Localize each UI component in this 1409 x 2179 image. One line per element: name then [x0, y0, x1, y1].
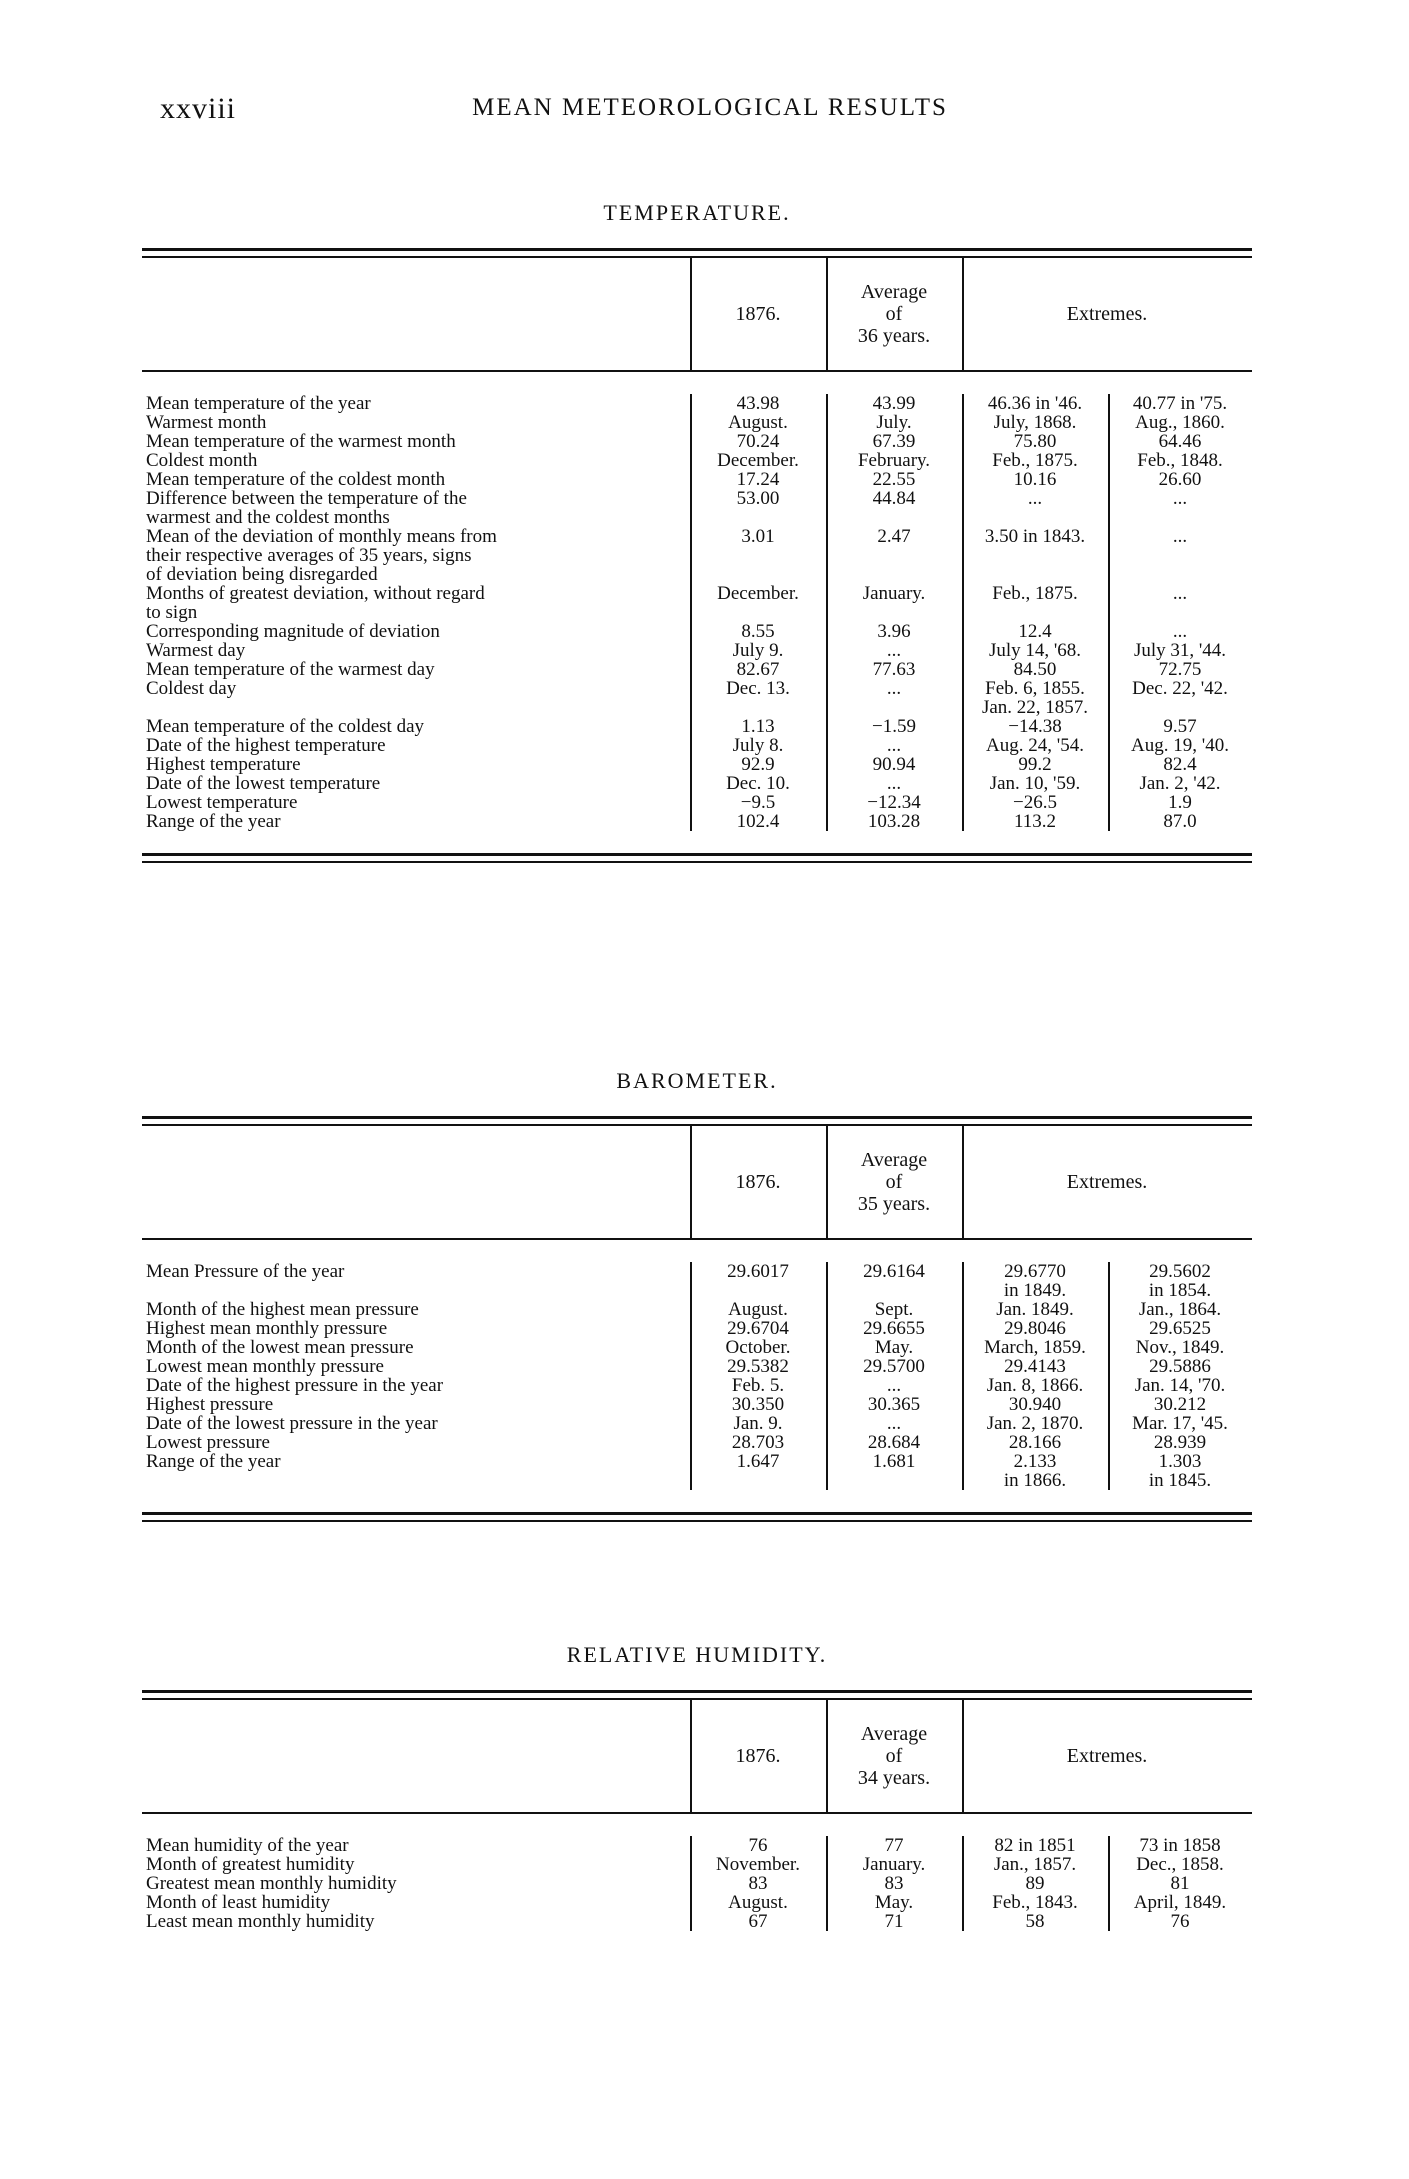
cell-average: 2.47: [877, 526, 911, 547]
page-title: MEAN METEOROLOGICAL RESULTS: [472, 94, 948, 121]
cell-1876: December.: [717, 583, 799, 604]
table-row: [142, 527, 1252, 584]
cell-1876: 102.4: [736, 811, 780, 832]
cell-1876: 1.647: [736, 1451, 780, 1472]
cell-extreme-high: Feb. 6, 1855. Jan. 22, 1857.: [981, 678, 1089, 718]
cell-extreme-low: Dec., 1858.: [1136, 1854, 1224, 1875]
row-label: Date of the highest pressure in the year: [146, 1376, 444, 1395]
cell-1876: 83: [748, 1873, 768, 1894]
table-row: [142, 1912, 1252, 1931]
row-label: Mean temperature of the coldest month: [146, 470, 446, 489]
row-label: Coldest day: [146, 679, 237, 699]
table-row: [142, 1300, 1252, 1319]
temperature-table: [142, 198, 1252, 863]
cell-extreme-low: ...: [1172, 488, 1188, 509]
table-row: [142, 1319, 1252, 1338]
section-title: RELATIVE HUMIDITY.: [566, 1642, 828, 1667]
row-label: Mean humidity of the year: [146, 1836, 349, 1855]
column-header-average: Average of 35 years.: [857, 1149, 931, 1215]
table-row: [142, 1855, 1252, 1874]
table-body: [142, 394, 1252, 831]
cell-extreme-low: Jan. 14, '70.: [1134, 1375, 1226, 1396]
table-row: [142, 774, 1252, 793]
cell-extreme-low: April, 1849.: [1133, 1892, 1227, 1913]
cell-average: Sept.: [874, 1299, 914, 1320]
cell-extreme-low: Feb., 1848.: [1137, 450, 1223, 471]
cell-1876: 28.703: [731, 1432, 785, 1453]
row-label: Highest pressure: [146, 1395, 274, 1414]
cell-average: 71: [884, 1911, 904, 1932]
row-label: Lowest pressure: [146, 1433, 270, 1452]
table-row: [142, 812, 1252, 831]
column-header-1876: 1876.: [735, 303, 781, 325]
cell-average: 30.365: [867, 1394, 921, 1415]
cell-average: May.: [874, 1337, 914, 1358]
cell-average: 83: [884, 1873, 904, 1894]
cell-extreme-low: 26.60: [1158, 469, 1202, 490]
table-row: [142, 660, 1252, 679]
running-head: [160, 92, 1260, 132]
cell-extreme-low: Aug., 1860.: [1135, 412, 1225, 433]
section-title: TEMPERATURE.: [603, 200, 791, 225]
rule: [142, 1512, 1252, 1522]
row-label: Mean temperature of the coldest day: [146, 717, 425, 736]
row-label: Lowest mean monthly pressure: [146, 1357, 384, 1376]
cell-1876: 1.13: [741, 716, 775, 737]
cell-average: ...: [886, 678, 902, 699]
cell-average: −1.59: [872, 716, 916, 737]
table-row: [142, 451, 1252, 470]
cell-extreme-low: 82.4: [1163, 754, 1197, 775]
cell-1876: 70.24: [736, 431, 780, 452]
cell-extreme-low: 81: [1170, 1873, 1190, 1894]
cell-extreme-low: 72.75: [1158, 659, 1202, 680]
cell-average: 44.84: [872, 488, 916, 509]
cell-extreme-high: 84.50: [1013, 659, 1057, 680]
rule: [142, 248, 1252, 258]
cell-extreme-high: Feb., 1843.: [992, 1892, 1078, 1913]
row-label: Mean of the deviation of monthly means from their respective averages of 35 years, signs of deviation being disregarded: [146, 527, 497, 584]
table-row: [142, 1262, 1252, 1300]
cell-extreme-low: 9.57: [1163, 716, 1197, 737]
cell-average: ...: [886, 773, 902, 794]
cell-extreme-high: Jan., 1857.: [993, 1854, 1077, 1875]
cell-extreme-low: 29.5602 in 1854.: [1148, 1261, 1212, 1301]
cell-average: 90.94: [872, 754, 916, 775]
cell-extreme-high: 113.2: [1013, 811, 1057, 832]
cell-average: 77.63: [872, 659, 916, 680]
cell-average: May.: [874, 1892, 914, 1913]
cell-extreme-high: 29.6770 in 1849.: [1003, 1261, 1067, 1301]
cell-1876: October.: [725, 1337, 791, 1358]
cell-extreme-low: 29.6525: [1149, 1318, 1211, 1339]
row-label: Mean temperature of the year: [146, 394, 371, 413]
table-row: [142, 1357, 1252, 1376]
cell-1876: August.: [728, 1299, 788, 1320]
row-label: Least mean monthly humidity: [146, 1912, 375, 1931]
cell-extreme-low: Jan., 1864.: [1138, 1299, 1222, 1320]
cell-extreme-high: 58: [1025, 1911, 1045, 1932]
cell-extreme-high: 10.16: [1013, 469, 1057, 490]
rule: [142, 1690, 1252, 1700]
row-label: Highest mean monthly pressure: [146, 1319, 388, 1338]
cell-extreme-high: Jan. 10, '59.: [989, 773, 1081, 794]
cell-average: 28.684: [867, 1432, 921, 1453]
table-row: [142, 489, 1252, 527]
page-number: xxviii: [160, 92, 237, 125]
column-header-extremes: Extremes.: [1066, 1745, 1148, 1767]
cell-average: 67.39: [872, 431, 916, 452]
cell-average: ...: [886, 640, 902, 661]
cell-average: 29.5700: [863, 1356, 925, 1377]
table-row: [142, 394, 1252, 413]
cell-extreme-low: ...: [1172, 621, 1188, 642]
cell-1876: 76: [748, 1835, 768, 1856]
cell-1876: Jan. 9.: [733, 1413, 783, 1434]
cell-1876: Feb. 5.: [731, 1375, 785, 1396]
cell-1876: 43.98: [736, 393, 780, 414]
row-label: Mean temperature of the warmest month: [146, 432, 456, 451]
cell-1876: July 9.: [732, 640, 784, 661]
cell-average: 1.681: [872, 1451, 916, 1472]
cell-1876: 8.55: [741, 621, 775, 642]
cell-extreme-low: Jan. 2, '42.: [1139, 773, 1221, 794]
cell-1876: 53.00: [736, 488, 780, 509]
table-row: [142, 1893, 1252, 1912]
cell-1876: Dec. 13.: [726, 678, 790, 699]
table-row: [142, 755, 1252, 774]
table-header: [142, 1700, 1252, 1812]
table-row: [142, 1376, 1252, 1395]
column-header-extremes: Extremes.: [1066, 1171, 1148, 1193]
cell-extreme-low: 73 in 1858: [1139, 1835, 1221, 1856]
cell-average: 43.99: [872, 393, 916, 414]
table-row: [142, 432, 1252, 451]
cell-extreme-high: March, 1859.: [984, 1337, 1086, 1358]
cell-extreme-low: ...: [1172, 526, 1188, 547]
cell-average: 103.28: [867, 811, 921, 832]
cell-average: 22.55: [872, 469, 916, 490]
table-row: [142, 1874, 1252, 1893]
row-label: Month of least humidity: [146, 1893, 331, 1912]
cell-extreme-high: 2.133 in 1866.: [1003, 1451, 1067, 1491]
section-title: BAROMETER.: [616, 1068, 778, 1093]
table-row: [142, 641, 1252, 660]
row-label: Mean temperature of the warmest day: [146, 660, 435, 679]
cell-extreme-high: 30.940: [1008, 1394, 1062, 1415]
row-label: Warmest day: [146, 641, 246, 660]
cell-average: 29.6164: [863, 1261, 925, 1282]
cell-extreme-low: 64.46: [1158, 431, 1202, 452]
cell-extreme-high: Feb., 1875.: [992, 583, 1078, 604]
cell-average: 77: [884, 1835, 904, 1856]
table-row: [142, 1433, 1252, 1452]
cell-extreme-low: Mar. 17, '45.: [1132, 1413, 1228, 1434]
table-row: [142, 622, 1252, 641]
cell-extreme-high: 29.4143: [1004, 1356, 1066, 1377]
humidity-table: [142, 1640, 1252, 1931]
cell-extreme-high: July, 1868.: [993, 412, 1077, 433]
cell-1876: November.: [716, 1854, 800, 1875]
cell-extreme-high: July 14, '68.: [988, 640, 1082, 661]
cell-extreme-low: 1.9: [1168, 792, 1192, 813]
cell-extreme-high: 28.166: [1008, 1432, 1062, 1453]
cell-extreme-low: Aug. 19, '40.: [1131, 735, 1229, 756]
cell-extreme-high: 82 in 1851: [994, 1835, 1076, 1856]
cell-extreme-high: Jan. 2, 1870.: [986, 1413, 1084, 1434]
column-header-1876: 1876.: [735, 1745, 781, 1767]
table-row: [142, 1836, 1252, 1855]
row-label: Mean Pressure of the year: [146, 1262, 345, 1282]
cell-average: February.: [857, 450, 931, 471]
cell-extreme-high: Jan. 8, 1866.: [986, 1375, 1084, 1396]
cell-extreme-high: ...: [1027, 488, 1043, 509]
column-header-extremes: Extremes.: [1066, 303, 1148, 325]
row-label: Date of the lowest temperature: [146, 774, 381, 793]
cell-extreme-high: 46.36 in '46.: [987, 393, 1083, 414]
row-label: Month of greatest humidity: [146, 1855, 355, 1874]
column-header-average: Average of 36 years.: [857, 281, 931, 347]
row-label: Months of greatest deviation, without regard to sign: [146, 584, 485, 622]
table-row: [142, 1395, 1252, 1414]
row-label: Range of the year: [146, 1452, 281, 1472]
row-label: Highest temperature: [146, 755, 301, 774]
cell-extreme-high: 29.8046: [1004, 1318, 1066, 1339]
cell-extreme-high: 3.50 in 1843.: [984, 526, 1086, 547]
table-row: [142, 1414, 1252, 1433]
cell-1876: 92.9: [741, 754, 775, 775]
rule: [142, 853, 1252, 863]
cell-extreme-low: 28.939: [1153, 1432, 1207, 1453]
table-body: [142, 1262, 1252, 1490]
cell-extreme-high: 99.2: [1018, 754, 1052, 775]
cell-extreme-high: Aug. 24, '54.: [986, 735, 1084, 756]
cell-extreme-low: 29.5886: [1149, 1356, 1211, 1377]
cell-extreme-low: Nov., 1849.: [1135, 1337, 1225, 1358]
cell-1876: Dec. 10.: [726, 773, 790, 794]
row-label: Date of the lowest pressure in the year: [146, 1414, 438, 1433]
cell-extreme-low: 1.303 in 1845.: [1148, 1451, 1212, 1491]
row-label: Range of the year: [146, 812, 281, 831]
table-row: [142, 470, 1252, 489]
cell-extreme-low: 30.212: [1153, 1394, 1207, 1415]
table-row: [142, 793, 1252, 812]
cell-extreme-high: 89: [1025, 1873, 1045, 1894]
cell-1876: 29.5382: [727, 1356, 789, 1377]
row-label: Coldest month: [146, 451, 258, 470]
cell-1876: July 8.: [732, 735, 784, 756]
cell-extreme-high: Feb., 1875.: [992, 450, 1078, 471]
cell-extreme-high: 75.80: [1013, 431, 1057, 452]
row-label: Date of the highest temperature: [146, 736, 386, 755]
cell-1876: August.: [728, 412, 788, 433]
row-label: Month of the lowest mean pressure: [146, 1338, 414, 1357]
cell-extreme-high: Jan. 1849.: [996, 1299, 1074, 1320]
barometer-table: [142, 1066, 1252, 1522]
cell-extreme-low: 76: [1170, 1911, 1190, 1932]
cell-1876: −9.5: [740, 792, 776, 813]
cell-extreme-low: July 31, '44.: [1133, 640, 1227, 661]
table-row: [142, 1338, 1252, 1357]
cell-extreme-low: Dec. 22, '42.: [1132, 678, 1228, 699]
cell-average: ...: [886, 735, 902, 756]
cell-average: −12.34: [867, 792, 921, 813]
cell-extreme-low: 40.77 in '75.: [1132, 393, 1228, 414]
table-header: [142, 1126, 1252, 1238]
row-label: Difference between the temperature of the warmest and the coldest months: [146, 489, 467, 527]
cell-extreme-high: 12.4: [1018, 621, 1052, 642]
row-label: Lowest temperature: [146, 793, 298, 812]
cell-average: January.: [862, 583, 926, 604]
cell-average: July.: [876, 412, 912, 433]
table-body: [142, 1836, 1252, 1931]
table-header: [142, 258, 1252, 370]
cell-1876: 29.6017: [727, 1261, 789, 1282]
cell-1876: December.: [717, 450, 799, 471]
cell-1876: 3.01: [741, 526, 775, 547]
cell-1876: 67: [748, 1911, 768, 1932]
table-row: [142, 1452, 1252, 1490]
cell-average: 3.96: [877, 621, 911, 642]
table-row: [142, 413, 1252, 432]
cell-extreme-high: −14.38: [1008, 716, 1062, 737]
row-label: Greatest mean monthly humidity: [146, 1874, 397, 1893]
cell-average: ...: [886, 1413, 902, 1434]
table-row: [142, 584, 1252, 622]
table-row: [142, 679, 1252, 717]
table-row: [142, 717, 1252, 736]
column-header-average: Average of 34 years.: [857, 1723, 931, 1789]
cell-1876: 82.67: [736, 659, 780, 680]
cell-average: January.: [862, 1854, 926, 1875]
cell-extreme-low: 87.0: [1163, 811, 1197, 832]
row-label: Corresponding magnitude of deviation: [146, 622, 440, 641]
cell-1876: 17.24: [736, 469, 780, 490]
cell-average: ...: [886, 1375, 902, 1396]
cell-extreme-high: −26.5: [1013, 792, 1057, 813]
cell-average: 29.6655: [863, 1318, 925, 1339]
cell-extreme-low: ...: [1172, 583, 1188, 604]
cell-1876: August.: [728, 1892, 788, 1913]
cell-1876: 30.350: [731, 1394, 785, 1415]
table-row: [142, 736, 1252, 755]
row-label: Warmest month: [146, 413, 267, 432]
rule: [142, 1116, 1252, 1126]
column-header-1876: 1876.: [735, 1171, 781, 1193]
cell-1876: 29.6704: [727, 1318, 789, 1339]
row-label: Month of the highest mean pressure: [146, 1300, 419, 1319]
